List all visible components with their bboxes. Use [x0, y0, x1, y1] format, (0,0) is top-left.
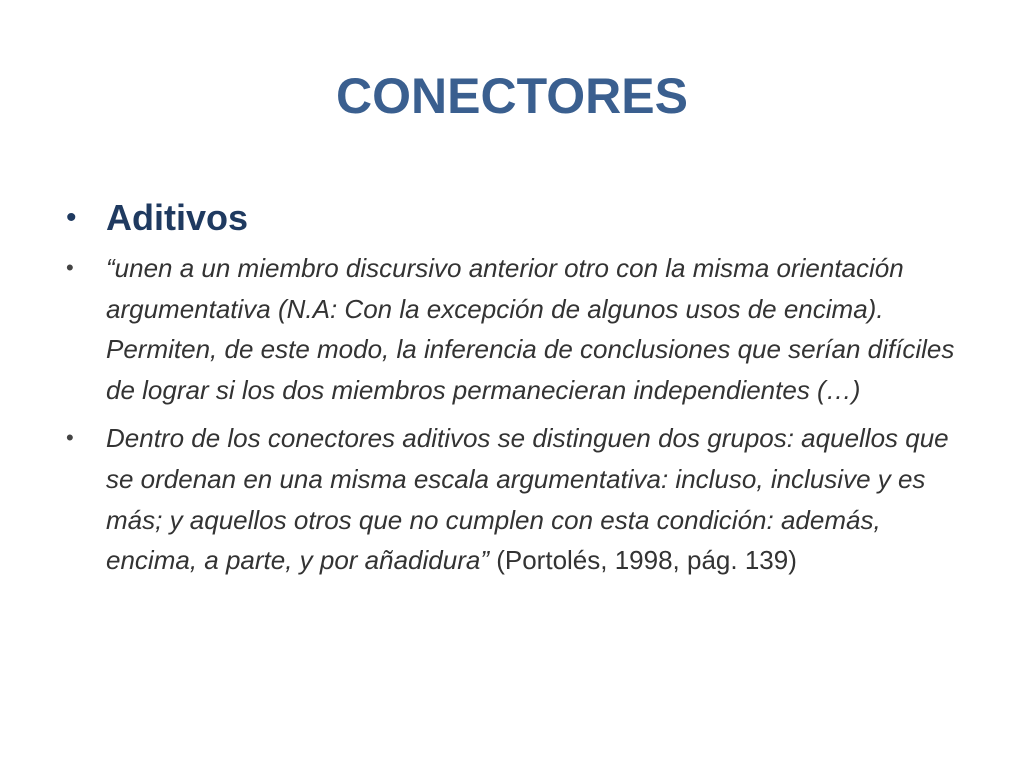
bullet-icon: • — [66, 255, 74, 280]
bullet-item-aditivos — [66, 192, 976, 244]
bullet-item-quote — [66, 248, 976, 410]
bullet-quote-text: “unen a un miembro discursivo anterior otro con la misma orientación argumentativa (N.A: Con la excepción de algunos usos de encima). Permiten, de este modo, la inferencia de conclusiones que serían difíciles de lograr si los dos miembros permanecieran independientes (…) — [106, 253, 955, 405]
bullet-icon: • — [66, 425, 74, 451]
bullet-groups-text: Dentro de los conectores aditivos se distinguen dos grupos: aquellos que se ordenan en una misma escala argumentativa: incluso, inclusive y es más; y aquellos otros que no cumplen con esta condición: además, encima, a parte, y por añadidura” — [106, 423, 949, 576]
bullet-item-groups — [66, 418, 976, 580]
bullet-icon: • — [66, 201, 77, 234]
slide-title: CONECTORES — [336, 68, 688, 124]
slide-content — [66, 192, 976, 589]
citation-text: (Portolés, 1998, pág. 139) — [489, 545, 797, 576]
bullet-heading-text: Aditivos — [106, 197, 249, 238]
